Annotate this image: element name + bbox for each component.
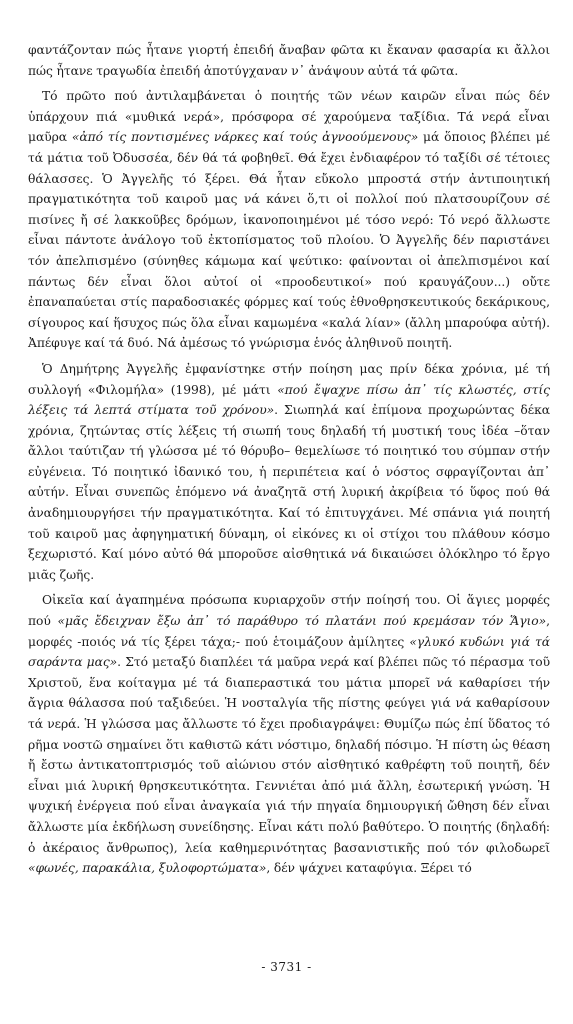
paragraph [28, 40, 550, 81]
paragraph [28, 86, 550, 354]
quoted-text: «μᾶς ἔδειχναν ἔξω ἀπ᾿ τό παράθυρο τό πλατάνι πού κρεμάσαν τόν Ἅγιο» [57, 614, 547, 629]
page-number: - 3731 - [261, 960, 312, 974]
quoted-text: «ἀπό τίς ποντισμένες νάρκες καί τούς ἀγνοούμενους» [71, 130, 419, 145]
paragraph [28, 359, 550, 586]
quoted-text: «πού ἔψαχνε πίσω ἀπ᾿ τίς κλωστές, στίς λέξεις τά λεπτά στίματα τοῦ χρόνου» [28, 382, 550, 418]
text-run: Ὁ Δημήτρης Ἀγγελῆς ἐμφανίστηκε στήν ποίηση μας πρίν δέκα χρόνια, μέ τή συλλογή «Φιλομήλα» (1998), μέ μάτι [28, 361, 550, 397]
text-run: μά ὅποιος βλέπει μέ τά μάτια τοῦ Ὀδυσσέα, δέν θά τά φοβηθεῖ. Θά ἔχει ἐνδιαφέρον τό ταξίδι σέ τέτοιες θάλασσες. Ὁ Ἀγγελῆς τό ξέρει. Θά ἦταν εὔκολο μπροστά στήν ἀντιποιητική πραγματικότητα τοῦ καιροῦ μας νά κάνει ὅ,τι οἱ πολλοί πού πλατσουρίζουν σέ πισίνες ἤ σέ λακκοῦβες δρόμων, ἱκανοποιημένοι μέ τόσο νερό: Τό νερό ἄλλωστε εἶναι πάντοτε ἀνάλογο τοῦ ἐκτοπίσματος τοῦ πλοίου. Ὁ Ἀγγελῆς δέν παριστάνει τόν ἀπελπισμένο (σύνηθες κάμωμα καί ψεύτικο: φαίνονται οἱ ἀπελπισμένοι καί πάντως δέν εἶναι ὅλοι αὐτοί οἱ «προοδευτικοί» πού κραυγάζουν...) οὔτε ἐπαναπαύεται στίς παραδοσιακές φόρμες καί τούς ἐθνοθρησκευτικούς δεκάρικους, σίγουρος καί ἥσυχος πώς ὅλα εἶναι καμωμένα «καλά λίαν» (ἄλλη μπαρούφα αὐτή). Ἀπέφυγε καί τά δυό. Νά ἀμέσως τό γνώρισμα ἑνός ἀληθινοῦ ποιητῆ. [28, 130, 550, 351]
quoted-text: «γλυκό κυδώνι γιά τά σαράντα μας» [28, 634, 551, 670]
page-body [28, 40, 550, 884]
text-run: , δέν ψάχνει καταφύγια. Ξέρει τό [266, 861, 472, 876]
quoted-text: «φωνές, παρακάλια, ξυλοφορτώματα» [28, 861, 267, 876]
paragraph [28, 590, 550, 878]
text-run: Τό πρῶτο πού ἀντιλαμβάνεται ὁ ποιητής τῶν νέων καιρῶν εἶναι πώς δέν ὑπάρχουν πιά «μυθικά νερά», πρόσφορα σέ χαρούμενα ταξίδια. Τά νερά εἶναι μαῦρα [28, 89, 550, 145]
text-run: φαντάζονταν πώς ἦτανε γιορτή ἐπειδή ἄναβαν φῶτα κι ἔκαναν φασαρία κι ἄλλοι πώς ἦτανε τραγωδία ἐπειδή ἀποτύγχαναν ν᾿ ἀνάψουν αὐτά τά φῶτα. [28, 43, 550, 78]
text-run: . Σιωπηλά καί ἐπίμονα προχωρώντας δέκα χρόνια, ζητώντας στίς λέξεις τή σιωπή τους δηλαδή τή μυστική τους ἰδέα –ὅταν ἄλλοι ταύτιζαν τή γλώσσα μέ τό θόρυβο– θεμελίωσε τό ποιητικό του σύμπαν στήν εὐγένεια. Τό ποιητικό ἰδανικό του, ἡ περιπέτεια καί ὁ νόστος σφραγίζονται ἀπ᾿ αὐτήν. Εἶναι συνεπῶς ἑπόμενο νά ἀναζητᾶ στή λυρική ἀκρίβεια τό ὕφος πού θά ἀναδημιουργήσει τήν πραγματικότητα. Καί τό ἐπιτυγχάνει. Μέ σπάνια γιά ποιητή τοῦ καιροῦ μας ἀφηγηματική δύναμη, οἱ εἰκόνες κι οἱ στίχοι του πλάθουν κόσμο ξεχωριστό. Καί μόνο αὐτό θά μποροῦσε αἰσθητικά νά δικαιώσει ὁλόκληρο τό ἔργο μιᾶς ζωῆς. [28, 403, 550, 582]
text-run: . Στό μεταξύ διαπλέει τά μαῦρα νερά καί βλέπει πῶς τό πέρασμα τοῦ Χριστοῦ, ἕνα κοίταγμα μέ τά διαπεραστικά του μάτια μπορεῖ νά καθαρίσει τήν ἄγρια θάλασσα πού ταξιδεύει. Ἡ νοσταλγία τῆς πίστης φεύγει γιά νά καθαρίσουν τά νερά. Ἡ γλώσσα μας ἄλλωστε τό ἔχει προδιαγράψει: Θυμίζω πώς ἐπί ὕδατος τό ρῆμα νοστῶ σημαίνει ὅτι καθιστῶ κάτι νόστιμο, δηλαδή πόσιμο. Ἡ πίστη ὡς θέαση ἤ ἔστω ἀντικατοπτρισμός τοῦ αἰώνιου στόν αἰσθητικό καθρέφτη τοῦ ποιητῆ, δέν εἶναι μιά λυρική θρησκευτικότητα. Γεννιέται ἀπό μιά ἄλλη, ἐσωτερική γνώση. Ἡ ψυχική ἐνέργεια πού εἶναι ἀναγκαία γιά τήν πηγαία δημιουργική ὤθηση δέν εἶναι ἄλλωστε μία ἐκδήλωση συνείδησης. Εἶναι κάτι πολύ βαθύτερο. Ὁ ποιητής (δηλαδή: ὁ ἀκέραιος ἄνθρωπος), λεία καθημερινότητας βασανιστικῆς πού τόν φιλοδωρεῖ [28, 655, 550, 855]
text-run: Οἰκεῖα καί ἀγαπημένα πρόσωπα κυριαρχοῦν στήν ποίησή του. Οἱ ἅγιες μορφές πού [28, 593, 550, 629]
text-run: , μορφές -ποιός νά τίς ξέρει τάχα;- πού ἑτοιμάζουν ἀμίλητες [28, 614, 550, 649]
